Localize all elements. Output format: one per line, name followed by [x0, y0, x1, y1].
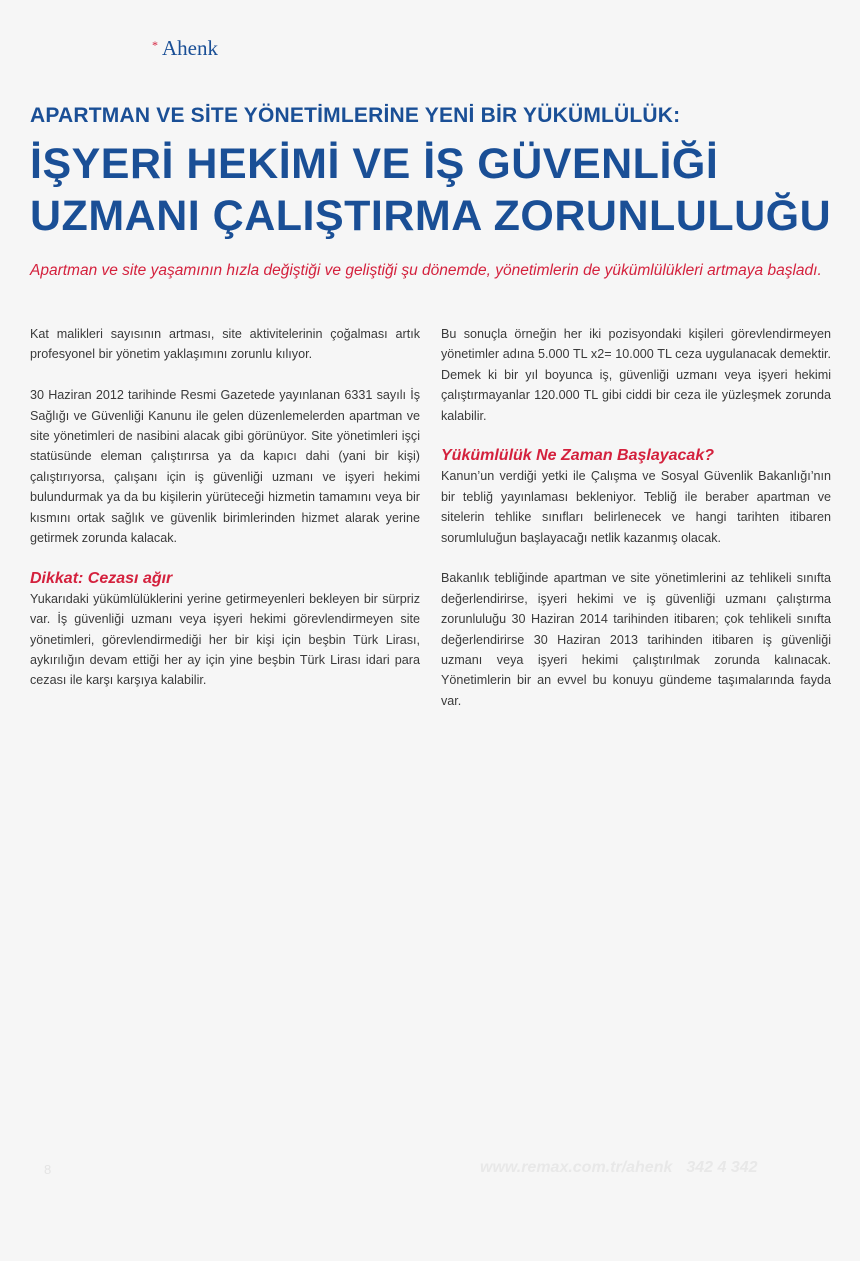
article-kicker: APARTMAN VE SİTE YÖNETİMLERİNE YENİ BİR YÜKÜMLÜLÜK:	[30, 104, 681, 127]
left-paragraph-3: Yukarıdaki yükümlülüklerini yerine getirmeyenleri bekleyen bir sürpriz var. İş güvenliği uzmanı veya işyeri hekimi görevlendirmeyen site yönetimleri, görevlendirmediği her bir kişi için beşbin Türk Lirası, aykırılığın devam ettiği her ay için yine beşbin Türk Lirası idari para cezası ile karşı karşıya kalabilir.	[30, 591, 420, 688]
footer-phone: 342 4 342	[686, 1159, 758, 1176]
left-paragraph-2: 30 Haziran 2012 tarihinde Resmi Gazetede yayınlanan 6331 sayılı İş Sağlığı ve Güvenliği Kanunu ile gelen düzenlemelerden apartman ve site yönetimleri de nasibini alacak gibi görünüyor. Site yönetimleri işçi statüsünde eleman çalıştırırsa ya da kapıcı dahi (yani bir kişi) çalıştırıyorsa, çalışanı için iş güvenliği uzmanı ve işyeri hekimi bulundurmak ya da bu kişilerin yürüteceği hizmetin tamamını veya bir kısmını ortak sağlık ve güvenlik birimlerinden hizmet alarak yerine getirmek zorunda kalacak.	[30, 388, 420, 546]
right-paragraph-2: Kanun’un verdiği yetki ile Çalışma ve Sosyal Güvenlik Bakanlığı’nın bir tebliğ yayınlaması bekleniyor. Tebliğ ile beraber apartman ve sitelerin tehlike sınıfları belirlenecek ve hangi tarihten itibaren sorumluluğun başlayacağı netlik kazanmış olacak.	[441, 469, 831, 545]
right-column	[441, 324, 831, 732]
article-headline	[30, 138, 830, 242]
right-paragraph-1: Bu sonuçla örneğin her iki pozisyondaki kişileri görevlendirmeyen yönetimler adına 5.000 TL x2= 10.000 TL ceza uygulanacak demektir. Demek ki bir yıl boyunca iş, güvenliği uzmanı veya işyeri hekimi çalıştırmayanlar 120.000 TL gibi ciddi bir ceza ile yüzleşmek zorunda kalabilir.	[441, 327, 831, 423]
left-column	[30, 324, 420, 711]
brand-name: Ahenk	[162, 36, 218, 60]
section-heading-start-date: Yükümlülük Ne Zaman Başlayacak?	[441, 447, 714, 465]
right-paragraph-3: Bakanlık tebliğinde apartman ve site yönetimlerini az tehlikeli sınıfta değerlendirirse, işyeri hekimi ve iş güvenliği uzmanı çalıştırma zorunluluğu 30 Haziran 2014 tarihinden itibaren; çok tehlikeli sınıfta değerlendirirse 30 Haziran 2013 tarihinden itibaren iş güvenliği uzmanı veya işyeri hekimi çalıştırılmak zorunda kalınacak. Yönetimlerin bir an evvel bu konuyu gündeme taşımalarında fayda var.	[441, 571, 831, 708]
page-number: 8	[44, 1162, 52, 1177]
brand-logo	[152, 36, 218, 61]
section-heading-penalty: Dikkat: Cezası ağır	[30, 569, 173, 587]
footer-contact	[480, 1159, 758, 1177]
brand-star: *	[152, 38, 158, 52]
headline-line-1: İŞYERİ HEKİMİ VE İŞ GÜVENLİĞİ	[30, 140, 719, 188]
article-lead: Apartman ve site yaşamının hızla değiştiği ve geliştiği şu dönemde, yönetimlerin de yükümlülükleri artmaya başladı.	[30, 262, 822, 279]
footer-url: www.remax.com.tr/ahenk	[480, 1159, 673, 1176]
headline-line-2: UZMANI ÇALIŞTIRMA ZORUNLULUĞU	[30, 192, 832, 240]
left-paragraph-1: Kat malikleri sayısının artması, site aktivitelerinin çoğalması artık profesyonel bir yönetim yaklaşımını zorunlu kılıyor.	[30, 327, 420, 362]
